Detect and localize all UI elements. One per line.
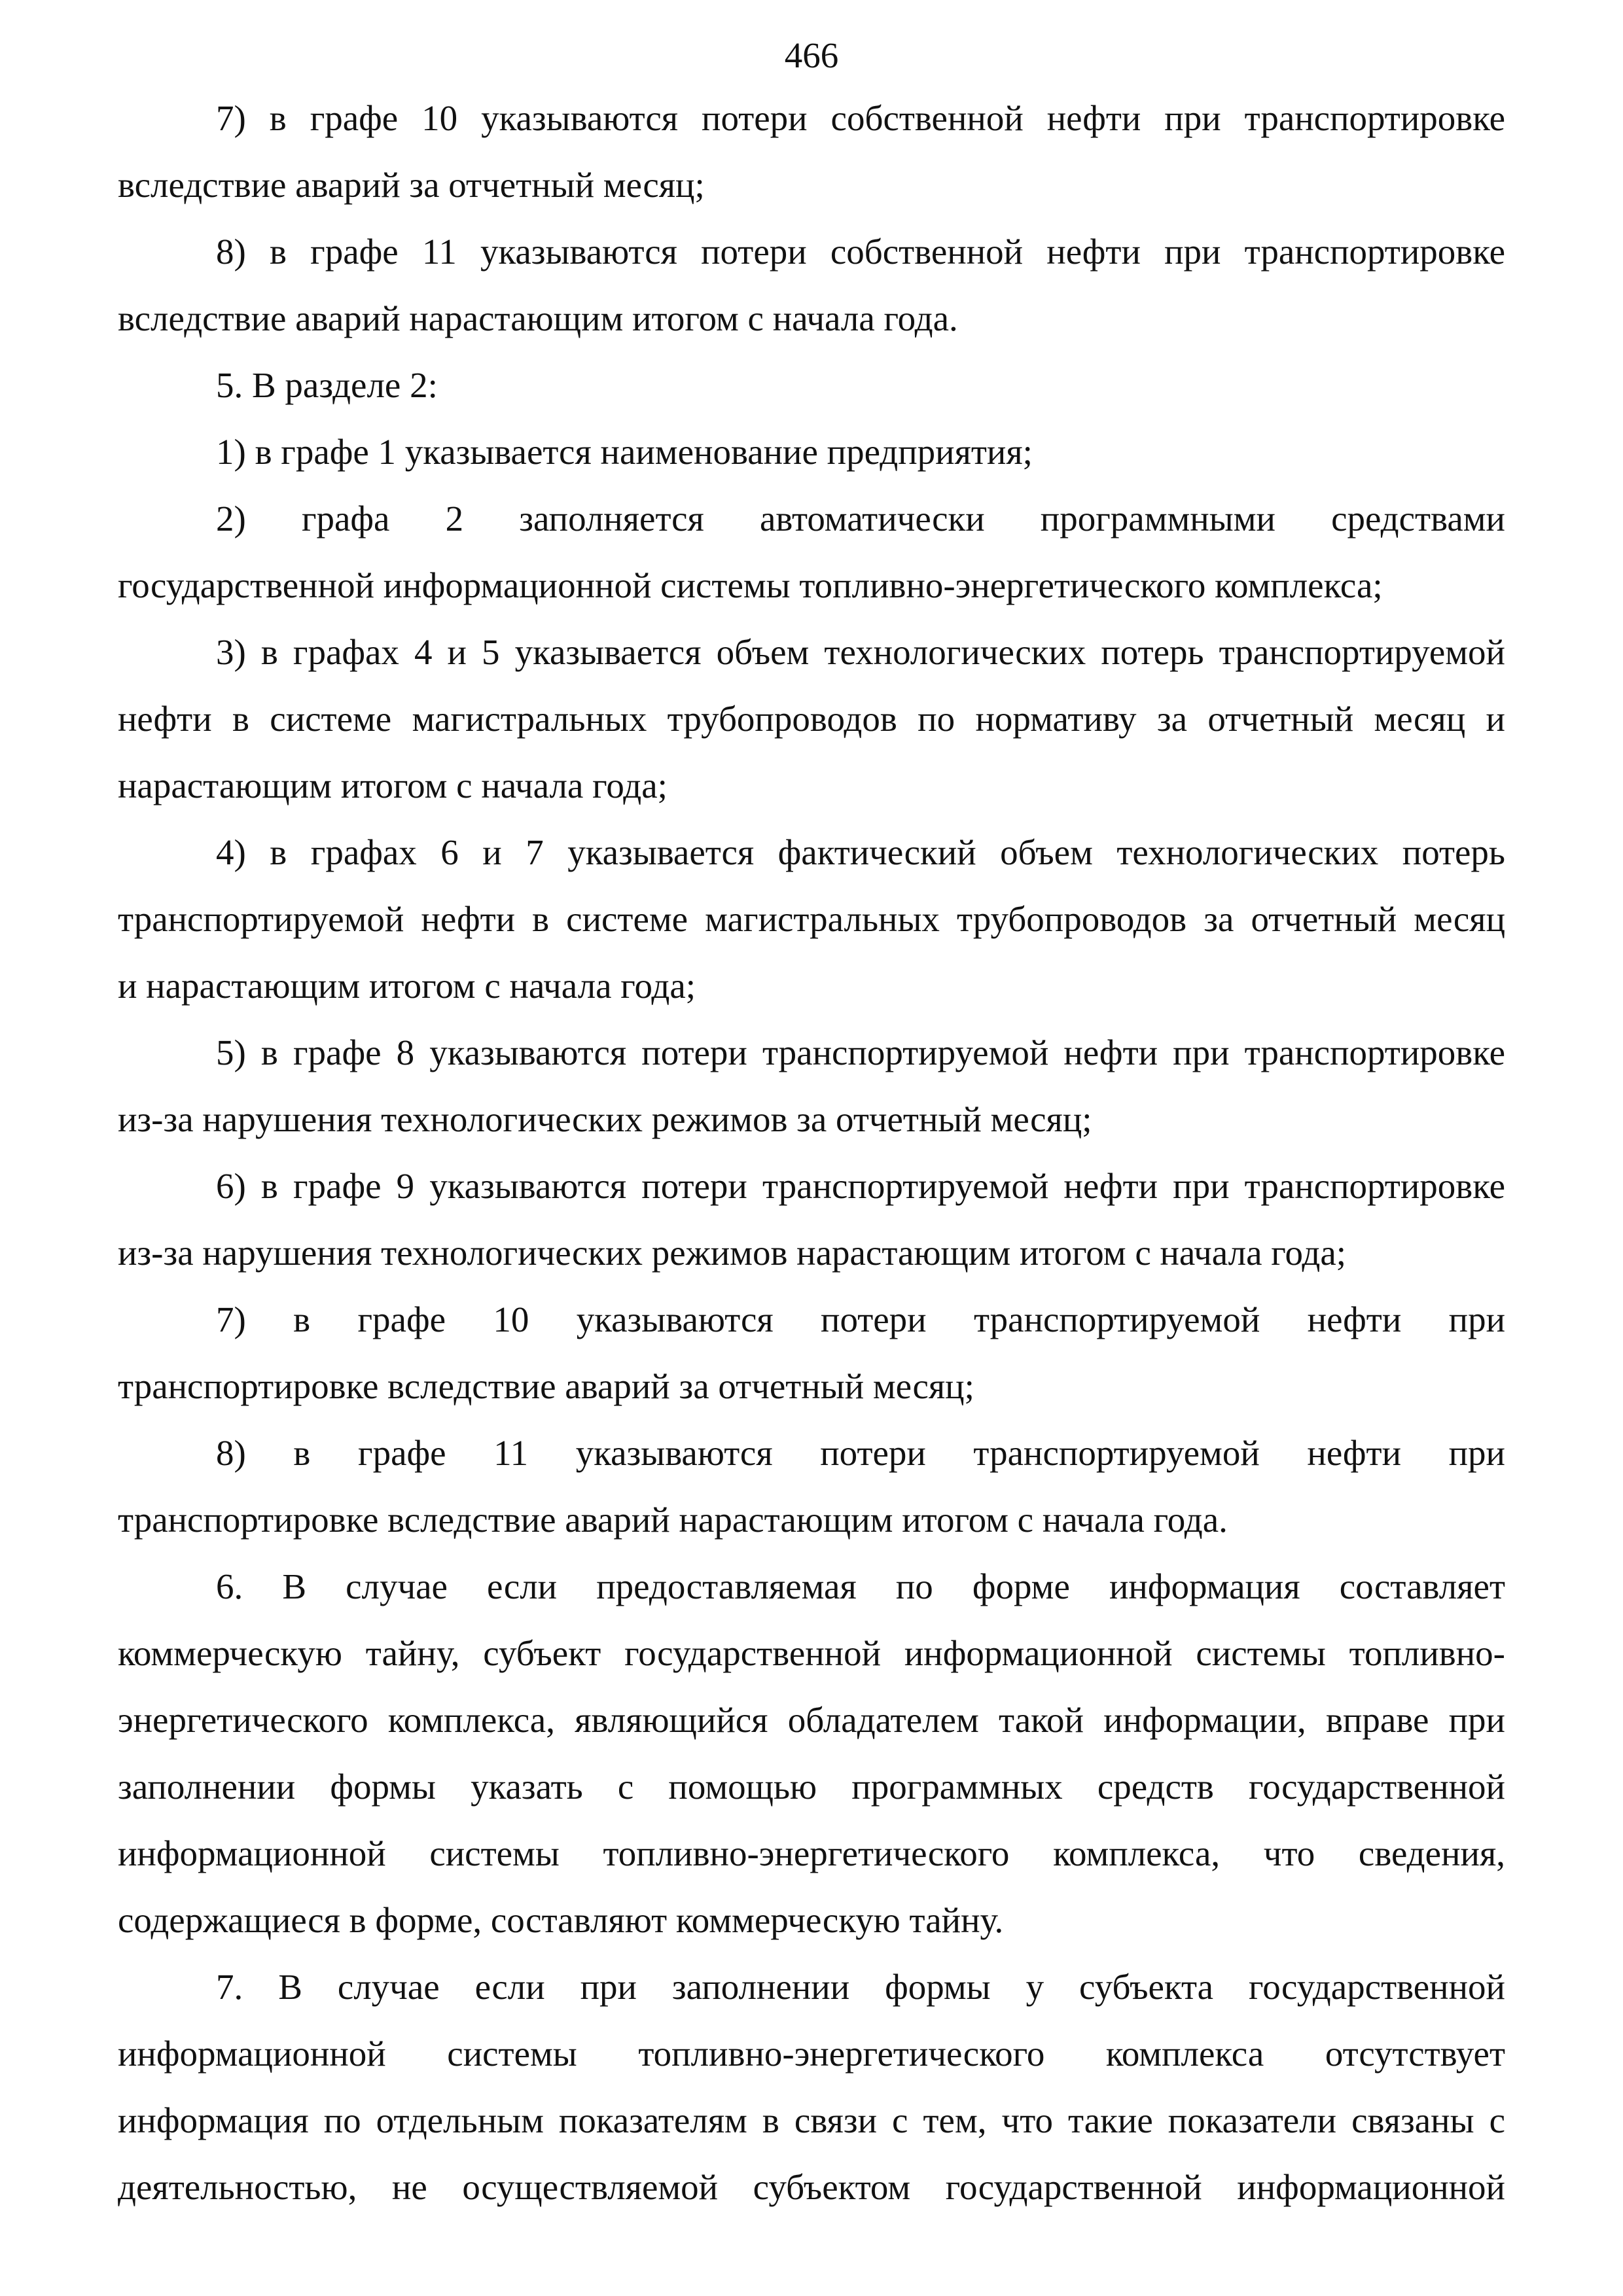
paragraph bbox=[118, 1019, 1505, 1153]
text-line: информация по отдельным показателям в связи с тем, что такие показатели связаны с bbox=[118, 2100, 1505, 2140]
text-line: транспортировке вследствие аварий нарастающим итогом с начала года. bbox=[118, 1500, 1228, 1540]
text-line: 8) в графе 11 указываются потери транспортируемой нефти при bbox=[216, 1433, 1505, 1473]
text-line: 6. В случае если предоставляемая по форме информация составляет bbox=[216, 1566, 1505, 1606]
text-line: информационной системы топливно-энергетического комплекса отсутствует bbox=[118, 2034, 1505, 2074]
text-line: из-за нарушения технологических режимов нарастающим итогом с начала года; bbox=[118, 1233, 1347, 1273]
text-line: содержащиеся в форме, составляют коммерческую тайну. bbox=[118, 1900, 1004, 1940]
paragraph bbox=[118, 1153, 1505, 1286]
text-line: 1) в графе 1 указывается наименование предприятия; bbox=[216, 432, 1033, 472]
paragraph bbox=[118, 219, 1505, 352]
text-line: нарастающим итогом с начала года; bbox=[118, 766, 668, 805]
text-line: коммерческую тайну, субъект государственной информационной системы топливно- bbox=[118, 1633, 1505, 1673]
text-line: вследствие аварий нарастающим итогом с начала года. bbox=[118, 298, 958, 338]
text-line: и нарастающим итогом с начала года; bbox=[118, 966, 696, 1006]
text-line: 7) в графе 10 указываются потери транспортируемой нефти при bbox=[216, 1299, 1505, 1339]
paragraph bbox=[118, 419, 1505, 486]
text-line: 4) в графах 6 и 7 указывается фактический объем технологических потерь bbox=[216, 832, 1505, 872]
paragraph bbox=[118, 1954, 1505, 2221]
paragraph bbox=[118, 819, 1505, 1019]
text-line: нефти в системе магистральных трубопроводов по нормативу за отчетный месяц и bbox=[118, 699, 1505, 739]
text-line: 2) графа 2 заполняется автоматически программными средствами bbox=[216, 499, 1505, 539]
text-line: энергетического комплекса, являющийся обладателем такой информации, вправе при bbox=[118, 1700, 1505, 1740]
paragraph bbox=[118, 1420, 1505, 1553]
paragraph bbox=[118, 486, 1505, 619]
text-line: транспортируемой нефти в системе магистральных трубопроводов за отчетный месяц bbox=[118, 899, 1505, 939]
document-page bbox=[118, 26, 1505, 2221]
text-line: 6) в графе 9 указываются потери транспортируемой нефти при транспортировке bbox=[216, 1166, 1505, 1206]
text-line: 5) в графе 8 указываются потери транспортируемой нефти при транспортировке bbox=[216, 1033, 1505, 1072]
text-line: деятельностью, не осуществляемой субъектом государственной информационной bbox=[118, 2167, 1505, 2207]
text-line: 8) в графе 11 указываются потери собственной нефти при транспортировке bbox=[216, 232, 1505, 272]
text-line: транспортировке вследствие аварий за отчетный месяц; bbox=[118, 1366, 974, 1406]
text-line: 7. В случае если при заполнении формы у субъекта государственной bbox=[216, 1967, 1505, 2007]
text-line: 3) в графах 4 и 5 указывается объем технологических потерь транспортируемой bbox=[216, 632, 1505, 672]
text-line: 7) в графе 10 указываются потери собственной нефти при транспортировке bbox=[216, 98, 1505, 138]
paragraph bbox=[118, 352, 1505, 419]
text-line: 5. В разделе 2: bbox=[216, 365, 438, 405]
text-line: информационной системы топливно-энергетического комплекса, что сведения, bbox=[118, 1833, 1505, 1873]
paragraph bbox=[118, 1553, 1505, 1954]
page-number: 466 bbox=[784, 35, 839, 75]
text-line: из-за нарушения технологических режимов за отчетный месяц; bbox=[118, 1099, 1092, 1139]
paragraph bbox=[118, 85, 1505, 219]
text-line: заполнении формы указать с помощью программных средств государственной bbox=[118, 1767, 1505, 1807]
paragraph bbox=[118, 1286, 1505, 1420]
paragraph bbox=[118, 619, 1505, 819]
document-body bbox=[118, 85, 1505, 2221]
text-line: вследствие аварий за отчетный месяц; bbox=[118, 165, 705, 205]
text-line: государственной информационной системы топливно-энергетического комплекса; bbox=[118, 565, 1383, 605]
